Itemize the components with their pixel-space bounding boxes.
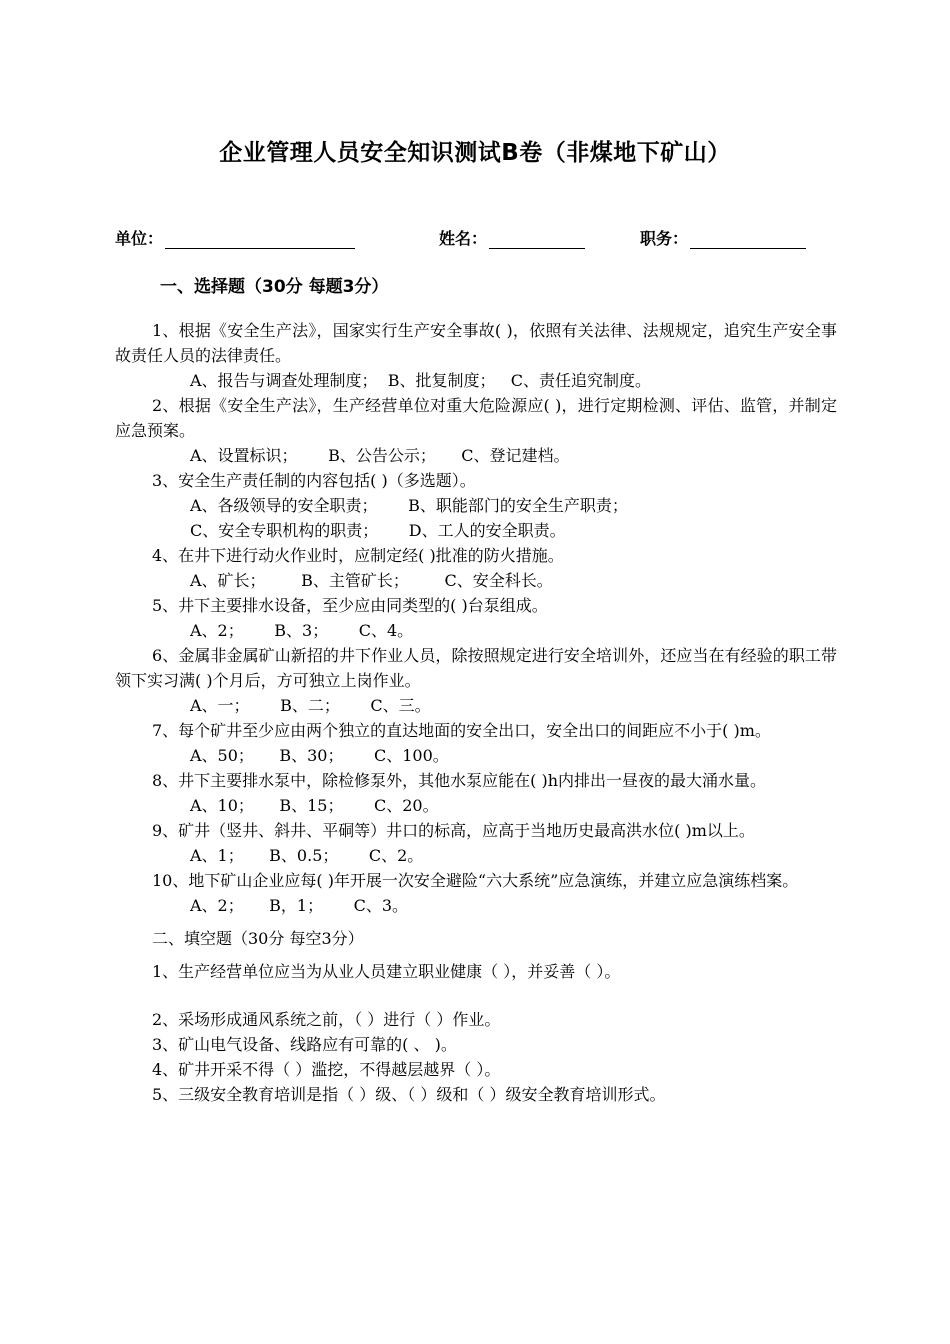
position-blank-line[interactable] [690, 230, 806, 249]
question-6-options: A、一； B、二； C、三。 [190, 696, 431, 715]
fill-item-1: 1、生产经营单位应当为从业人员建立职业健康（ ），并妥善（ ）。 [152, 962, 621, 981]
name-field [439, 226, 585, 249]
question-2: 2、根据《安全生产法》，生产经营单位对重大危险源应( )，进行定期检测、评估、监管，并制定应急预案。 [115, 396, 837, 440]
unit-blank-line[interactable] [165, 230, 355, 249]
question-4-options: A、矿长； B、主管矿长； C、安全科长。 [190, 571, 553, 590]
question-7-options: A、50； B、30； C、100。 [190, 746, 449, 765]
question-10-options: A、2； B，1； C、3。 [190, 896, 409, 915]
fill-item-4: 4、矿井开采不得（ ）滥挖，不得越层越界（ ）。 [152, 1060, 501, 1079]
unit-label: 单位： [115, 229, 164, 248]
question-1-options: A、报告与调查处理制度； B、批复制度； C、责任追究制度。 [190, 371, 651, 390]
question-3-options-ab: A、各级领导的安全职责； B、职能部门的安全生产职责； [190, 496, 628, 515]
info-row [115, 226, 855, 252]
question-7: 7、每个矿井至少应由两个独立的直达地面的安全出口，安全出口的间距应不小于( )m。 [152, 721, 771, 740]
question-4: 4、在井下进行动火作业时，应制定经( )批准的防火措施。 [152, 546, 564, 565]
fill-item-3: 3、矿山电气设备、线路应有可靠的( 、 )。 [152, 1035, 457, 1054]
section2-heading: 二、填空题（30分 每空3分） [152, 929, 364, 948]
question-1: 1、根据《安全生产法》，国家实行生产安全事故( )，依照有关法律、法规规定，追究生产安全事故责任人员的法律责任。 [115, 321, 837, 365]
position-label: 职务： [640, 229, 689, 248]
question-5-options: A、2； B、3； C、4。 [190, 621, 414, 640]
question-2-options: A、设置标识； B、公告公示； C、登记建档。 [190, 446, 570, 465]
question-8-options: A、10； B、15； C、20。 [190, 796, 439, 815]
position-field [640, 226, 806, 249]
fill-item-5: 5、三级安全教育培训是指（ ）级、（ ）级和（ ）级安全教育培训形式。 [152, 1085, 666, 1104]
question-3-options-cd: C、安全专职机构的职责； D、工人的安全职责。 [190, 521, 566, 540]
question-8: 8、井下主要排水泵中，除检修泵外，其他水泵应能在( )h内排出一昼夜的最大涌水量。 [152, 771, 767, 790]
question-9-options: A、1； B、0.5； C、2。 [190, 846, 424, 865]
question-6: 6、金属非金属矿山新招的井下作业人员，除按照规定进行安全培训外，还应当在有经验的职工带领下实习满( )个月后，方可独立上岗作业。 [115, 646, 837, 690]
question-3: 3、安全生产责任制的内容包括( )（多选题）。 [152, 471, 476, 490]
question-10: 10、地下矿山企业应每( )年开展一次安全避险“六大系统”应急演练，并建立应急演练档案。 [152, 871, 799, 890]
unit-field [115, 226, 355, 249]
question-9: 9、矿井（竖井、斜井、平硐等）井口的标高，应高于当地历史最高洪水位( )m以上。 [152, 821, 755, 840]
name-blank-line[interactable] [489, 230, 585, 249]
spacer [115, 984, 837, 1007]
page-title: 企业管理人员安全知识测试B卷（非煤地下矿山） [219, 140, 731, 166]
section1-heading: 一、选择题（30分 每题3分） [160, 277, 389, 297]
name-label: 姓名： [439, 229, 488, 248]
section1-questions [115, 318, 837, 1107]
question-5: 5、井下主要排水设备，至少应由同类型的( )台泵组成。 [152, 596, 548, 615]
fill-item-2: 2、采场形成通风系统之前，（ ）进行（ ）作业。 [152, 1010, 501, 1029]
